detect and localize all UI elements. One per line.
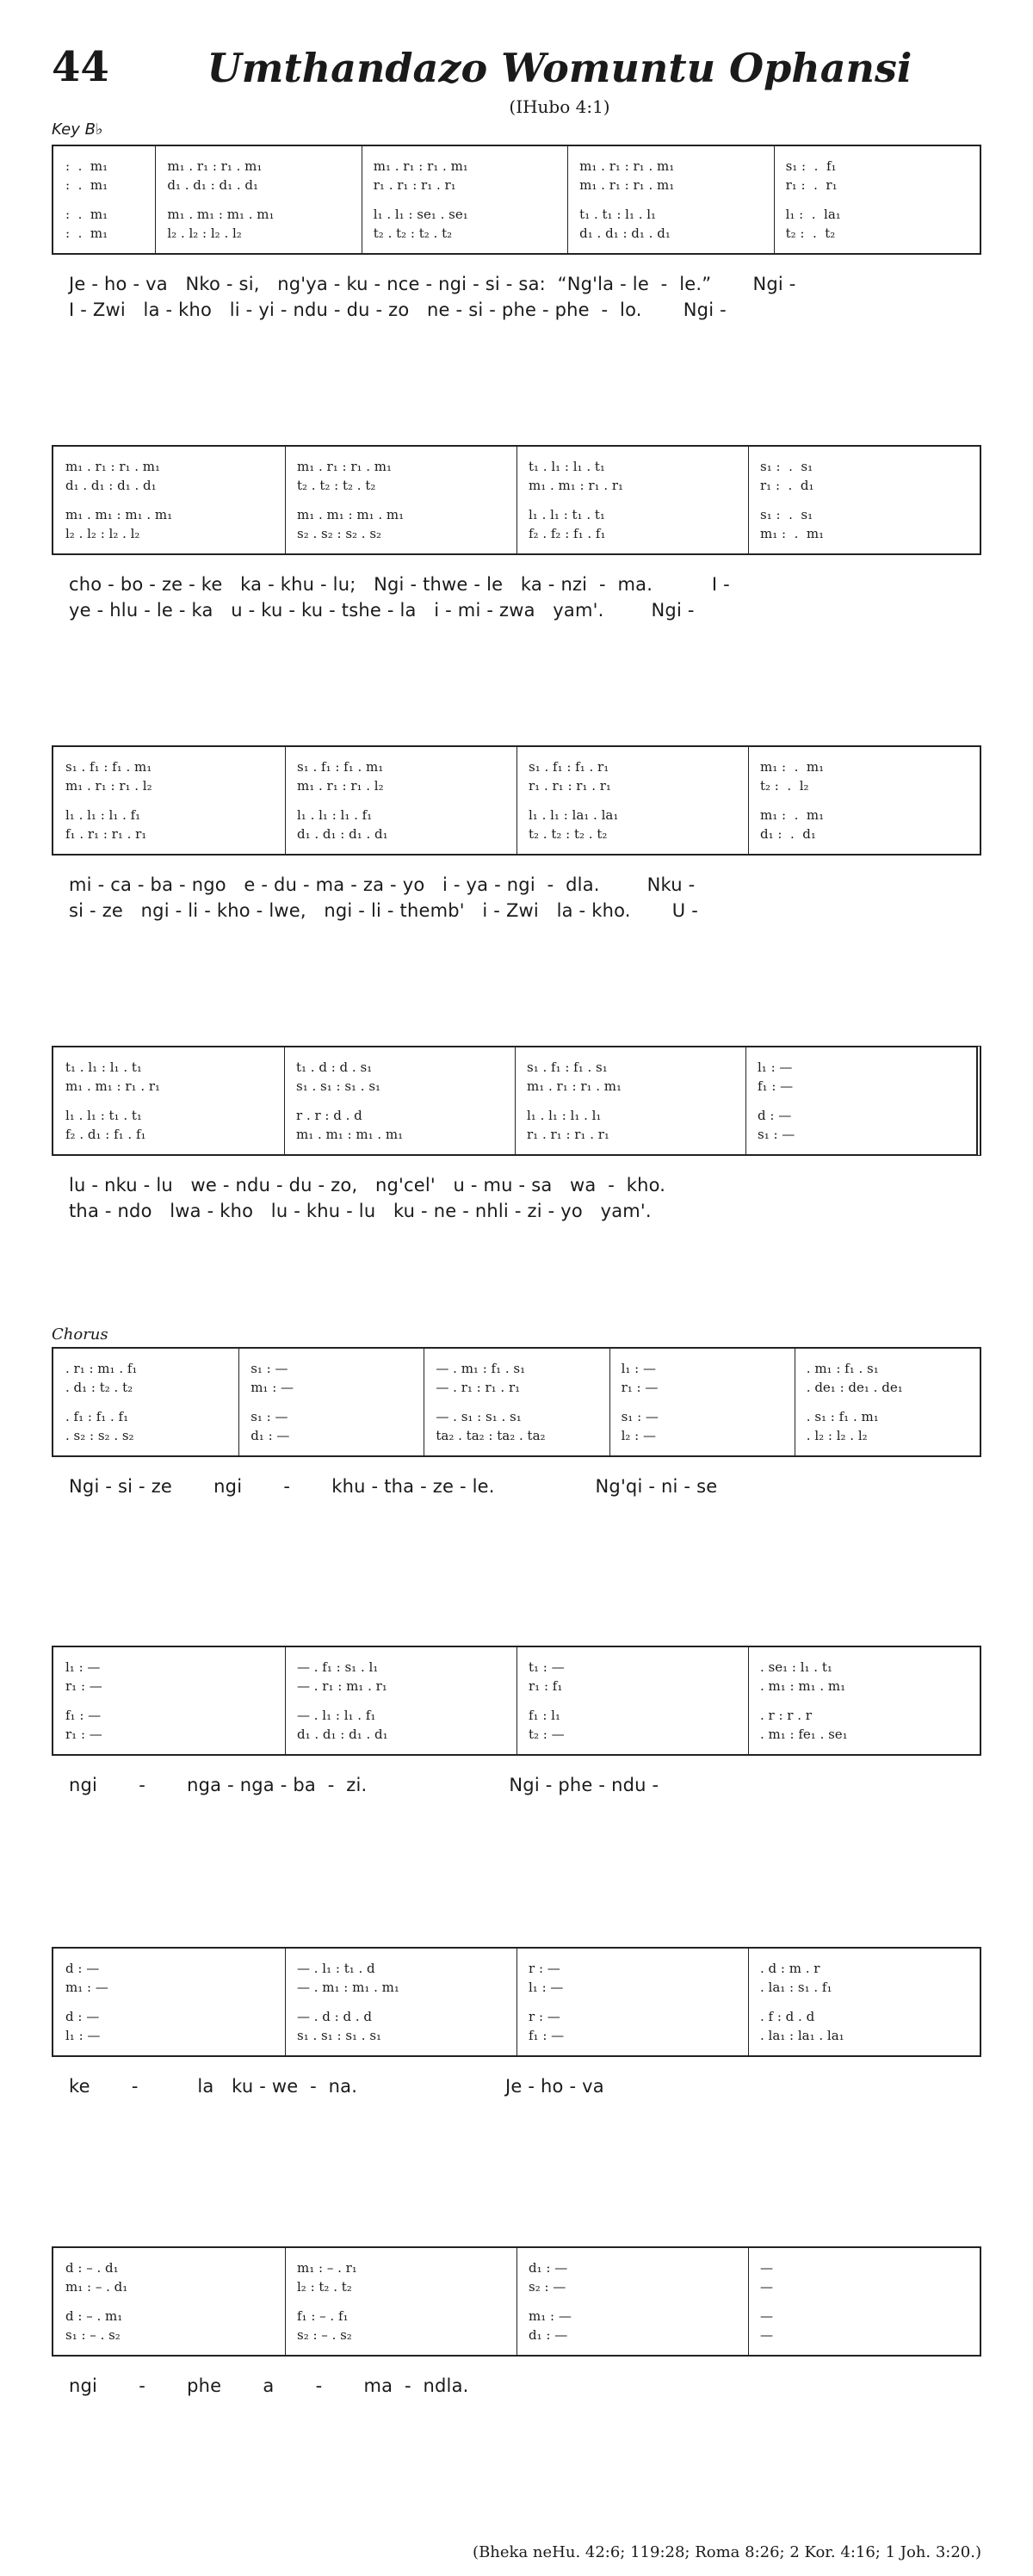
solfa-measure: . d₁ : t₂ . t₂ [65, 1380, 133, 1395]
solfa-measure: . m₁ : f₁ . s₁ [806, 1361, 879, 1376]
lyric-line: ye - hlu - le - ka u - ku - ku - tshe - la i - mi - zwa yam'. Ngi - [69, 600, 695, 621]
solfa-measure: t₁ . d : d . s₁ [296, 1059, 373, 1075]
solfa-measure: l₁ . l₁ : se₁ . se₁ [373, 207, 468, 222]
voice-part-3 [53, 207, 980, 225]
solfa-measure: d₁ . d₁ : d₁ . d₁ [297, 1727, 388, 1742]
lyric-line: ngi - nga - nga - ba - zi. Ngi - phe - ndu - [69, 1775, 659, 1795]
solfa-measure: d₁ : . d₁ [760, 826, 816, 842]
solfa-measure: s₂ : – . s₂ [297, 2327, 352, 2343]
solfa-measure: l₁ : — [758, 1059, 793, 1075]
voice-part-1 [53, 1059, 976, 1078]
solfa-measure: t₁ : — [529, 1659, 565, 1675]
solfa-measure: f₁ : l₁ [529, 1708, 560, 1723]
solfa-measure: . s₂ : s₂ . s₂ [65, 1428, 134, 1443]
voice-part-1 [53, 459, 980, 478]
solfa-measure: . m₁ : m₁ . m₁ [760, 1678, 846, 1694]
solfa-measure: . f₁ : f₁ . f₁ [65, 1409, 129, 1424]
solfa-measure: r₁ . r₁ : r₁ . r₁ [373, 177, 456, 193]
solfa-measure: l₂ : t₂ . t₂ [297, 2279, 352, 2295]
staff-system-5 [52, 1347, 981, 1457]
solfa-measure: s₁ : — [251, 1409, 288, 1424]
staff-system-3 [52, 745, 981, 856]
voice-part-3 [53, 2009, 980, 2028]
staff-system-4 [52, 1046, 981, 1156]
solfa-measure: d : – . d₁ [65, 2260, 119, 2276]
solfa-measure: r : — [529, 2009, 560, 2024]
solfa-measure: : . m₁ [65, 225, 108, 241]
solfa-measure: s₁ : – . s₂ [65, 2327, 121, 2343]
solfa-measure: f₁ : — [758, 1078, 794, 1094]
solfa-measure: . la₁ : s₁ . f₁ [760, 1980, 832, 1995]
solfa-measure: m₁ : . m₁ [760, 807, 825, 823]
solfa-measure: m₁ : — [65, 1980, 108, 1995]
solfa-measure: — . s₁ : s₁ . s₁ [436, 1409, 522, 1424]
solfa-measure: d : — [65, 2009, 100, 2024]
solfa-measure: f₁ : — [65, 1708, 102, 1723]
voice-part-2 [53, 1078, 976, 1097]
solfa-measure: l₁ . l₁ : l₁ . l₁ [527, 1108, 602, 1123]
solfa-measure: l₁ . l₁ : t₁ . t₁ [65, 1108, 142, 1123]
solfa-measure: — . r₁ : m₁ . r₁ [297, 1678, 387, 1694]
solfa-measure: m₁ . r₁ : r₁ . m₁ [65, 459, 161, 474]
solfa-measure: l₁ : — [529, 1980, 564, 1995]
voice-part-2 [53, 778, 980, 797]
solfa-measure: f₁ : – . f₁ [297, 2308, 349, 2324]
solfa-measure: l₁ : . la₁ [785, 207, 841, 222]
voice-part-4 [53, 526, 980, 545]
solfa-measure: r . r : d . d [296, 1108, 362, 1123]
solfa-measure: s₁ . f₁ : f₁ . m₁ [297, 759, 384, 775]
solfa-measure: l₁ . l₁ : l₁ . f₁ [65, 807, 141, 823]
voice-part-2 [53, 1678, 980, 1697]
solfa-measure: m₁ . m₁ : r₁ . r₁ [65, 1078, 161, 1094]
solfa-measure: s₁ : . s₁ [760, 459, 813, 474]
solfa-measure: m₁ . r₁ : r₁ . l₂ [297, 778, 384, 794]
solfa-measure: l₁ : — [65, 1659, 101, 1675]
solfa-measure: t₁ . t₁ : l₁ . l₁ [579, 207, 657, 222]
solfa-measure: d₁ : — [529, 2260, 568, 2276]
solfa-measure: r₁ : . r₁ [785, 177, 838, 193]
solfa-measure: t₂ : . l₂ [760, 778, 809, 794]
solfa-measure: t₂ : . t₂ [785, 225, 836, 241]
solfa-measure: d₁ : — [529, 2327, 568, 2343]
lyric-line: tha - ndo lwa - kho lu - khu - lu ku - ne - nhli - zi - yo yam'. [69, 1201, 652, 1221]
solfa-measure: . m₁ : fe₁ . se₁ [760, 1727, 848, 1742]
voice-part-2 [53, 177, 980, 196]
solfa-measure: : . m₁ [65, 177, 108, 193]
solfa-measure: — [760, 2308, 773, 2324]
solfa-measure: — [760, 2327, 773, 2343]
solfa-measure: — . l₁ : l₁ . f₁ [297, 1708, 376, 1723]
solfa-measure: s₁ : — [621, 1409, 659, 1424]
solfa-measure: m₁ . r₁ : r₁ . m₁ [297, 459, 393, 474]
solfa-measure: f₁ . r₁ : r₁ . r₁ [65, 826, 147, 842]
solfa-measure: l₂ . l₂ : l₂ . l₂ [65, 526, 140, 541]
solfa-measure: — . d : d . d [297, 2009, 373, 2024]
solfa-measure: l₂ : — [621, 1428, 656, 1443]
solfa-measure: s₁ : . s₁ [760, 507, 813, 522]
solfa-measure: m₁ : – . d₁ [65, 2279, 128, 2295]
key-signature: Key B♭ [52, 120, 103, 139]
solfa-measure: s₂ : — [529, 2279, 566, 2295]
hymn-number: 44 [52, 43, 109, 91]
voice-part-4 [53, 1727, 980, 1745]
solfa-measure: m₁ : . m₁ [760, 759, 825, 775]
solfa-measure: m₁ : — [251, 1380, 294, 1395]
solfa-measure: d : — [758, 1108, 792, 1123]
staff-system-2 [52, 445, 981, 555]
solfa-measure: . de₁ : de₁ . de₁ [806, 1380, 903, 1395]
voice-part-1 [53, 1361, 980, 1380]
solfa-measure: l₂ . l₂ : l₂ . l₂ [167, 225, 242, 241]
solfa-measure: . l₂ : l₂ . l₂ [806, 1428, 868, 1443]
solfa-measure: d₁ : — [251, 1428, 290, 1443]
solfa-measure: s₁ . f₁ : f₁ . r₁ [529, 759, 609, 775]
solfa-measure: — . f₁ : s₁ . l₁ [297, 1659, 379, 1675]
voice-part-4 [53, 225, 980, 244]
voice-part-3 [53, 2308, 980, 2327]
voice-part-3 [53, 1409, 980, 1428]
solfa-measure: r₁ . r₁ : r₁ . r₁ [529, 778, 611, 794]
solfa-measure: m₁ . r₁ : r₁ . m₁ [373, 158, 468, 174]
solfa-measure: t₁ . l₁ : l₁ . t₁ [65, 1059, 142, 1075]
solfa-measure: s₁ : — [758, 1127, 795, 1142]
voice-part-4 [53, 1428, 980, 1447]
lyric-line: si - ze ngi - li - kho - lwe, ngi - li - themb' i - Zwi la - kho. U - [69, 900, 698, 921]
solfa-measure: s₁ : — [251, 1361, 288, 1376]
solfa-measure: — [760, 2279, 773, 2295]
voice-part-2 [53, 1980, 980, 1998]
solfa-measure: t₂ . t₂ : t₂ . t₂ [529, 826, 608, 842]
solfa-measure: t₂ . t₂ : t₂ . t₂ [373, 225, 453, 241]
voice-part-3 [53, 1708, 980, 1727]
solfa-measure: t₂ : — [529, 1727, 565, 1742]
lyric-line: ke - la ku - we - na. Je - ho - va [69, 2076, 604, 2097]
solfa-measure: — . l₁ : t₁ . d [297, 1961, 375, 1976]
voice-part-2 [53, 478, 980, 497]
solfa-measure: m₁ . m₁ : m₁ . m₁ [65, 507, 173, 522]
lyric-line: Je - ho - va Nko - si, ng'ya - ku - nce - ngi - si - sa: “Ng'la - le - le.” Ngi - [69, 274, 796, 294]
solfa-measure: s₁ : . f₁ [785, 158, 837, 174]
solfa-measure: f₂ . f₂ : f₁ . f₁ [529, 526, 606, 541]
solfa-measure: d₁ . d₁ : d₁ . d₁ [297, 826, 388, 842]
lyric-line: I - Zwi la - kho li - yi - ndu - du - zo ne - si - phe - phe - lo. Ngi - [69, 300, 727, 320]
voice-part-3 [53, 807, 980, 826]
solfa-measure: d : — [65, 1961, 100, 1976]
solfa-measure: — [760, 2260, 773, 2276]
solfa-measure: r₁ : . d₁ [760, 478, 814, 493]
solfa-measure: r₁ . r₁ : r₁ . r₁ [527, 1127, 609, 1142]
solfa-measure: r₁ : — [65, 1727, 102, 1742]
solfa-measure: . s₁ : f₁ . m₁ [806, 1409, 879, 1424]
solfa-measure: r : — [529, 1961, 560, 1976]
solfa-measure: s₂ . s₂ : s₂ . s₂ [297, 526, 382, 541]
lyric-line: cho - bo - ze - ke ka - khu - lu; Ngi - thwe - le ka - nzi - ma. I - [69, 574, 730, 595]
voice-part-3 [53, 1108, 976, 1127]
solfa-measure: d : – . m₁ [65, 2308, 123, 2324]
voice-part-1 [53, 1961, 980, 1980]
solfa-measure: r₁ : — [621, 1380, 659, 1395]
solfa-measure: m₁ : — [529, 2308, 572, 2324]
lyric-line: mi - ca - ba - ngo e - du - ma - za - yo i - ya - ngi - dla. Nku - [69, 874, 696, 895]
solfa-measure: : . m₁ [65, 158, 108, 174]
solfa-measure: . la₁ : la₁ . la₁ [760, 2028, 844, 2043]
solfa-measure: m₁ . m₁ : m₁ . m₁ [167, 207, 275, 222]
solfa-measure: m₁ . r₁ : r₁ . l₂ [65, 778, 152, 794]
solfa-measure: r₁ : — [65, 1678, 102, 1694]
solfa-measure: l₁ . l₁ : l₁ . f₁ [297, 807, 373, 823]
solfa-measure: m₁ : – . r₁ [297, 2260, 357, 2276]
lyric-line: ngi - phe a - ma - ndla. [69, 2375, 469, 2396]
solfa-measure: m₁ : . m₁ [760, 526, 825, 541]
solfa-measure: l₁ . l₁ : la₁ . la₁ [529, 807, 619, 823]
solfa-measure: . se₁ : l₁ . t₁ [760, 1659, 832, 1675]
solfa-measure: d₁ . d₁ : d₁ . d₁ [167, 177, 259, 193]
solfa-measure: m₁ . m₁ : r₁ . r₁ [529, 478, 624, 493]
solfa-measure: — . m₁ : m₁ . m₁ [297, 1980, 399, 1995]
solfa-measure: r₁ : f₁ [529, 1678, 563, 1694]
solfa-measure: . r : r . r [760, 1708, 812, 1723]
voice-part-4 [53, 2028, 980, 2047]
voice-part-1 [53, 2260, 980, 2279]
solfa-measure: — . r₁ : r₁ . r₁ [436, 1380, 521, 1395]
solfa-measure: s₁ . f₁ : f₁ . s₁ [527, 1059, 608, 1075]
solfa-measure: s₁ . s₁ : s₁ . s₁ [297, 2028, 382, 2043]
voice-part-2 [53, 2279, 980, 2298]
voice-part-2 [53, 1380, 980, 1399]
solfa-measure: ta₂ . ta₂ : ta₂ . ta₂ [436, 1428, 546, 1443]
solfa-measure: f₂ . d₁ : f₁ . f₁ [65, 1127, 146, 1142]
solfa-measure: l₁ : — [621, 1361, 656, 1376]
solfa-measure: s₁ . f₁ : f₁ . m₁ [65, 759, 152, 775]
solfa-measure: m₁ . m₁ : m₁ . m₁ [296, 1127, 404, 1142]
solfa-measure: m₁ . r₁ : r₁ . m₁ [167, 158, 263, 174]
solfa-measure: t₁ . l₁ : l₁ . t₁ [529, 459, 605, 474]
scripture-references: (Bheka neHu. 42:6; 119:28; Roma 8:26; 2 Kor. 4:16; 1 Joh. 3:20.) [473, 2543, 981, 2561]
hymn-title: Umthandazo Womuntu Ophansi [207, 45, 912, 91]
lyric-line: Ngi - si - ze ngi - khu - tha - ze - le. Ng'qi - ni - se [69, 1476, 718, 1497]
voice-part-4 [53, 2327, 980, 2346]
hymn-subtitle: (IHubo 4:1) [509, 96, 610, 117]
lyric-line: lu - nku - lu we - ndu - du - zo, ng'cel' u - mu - sa wa - kho. [69, 1175, 666, 1195]
solfa-measure: m₁ . r₁ : r₁ . m₁ [527, 1078, 622, 1094]
staff-system-6 [52, 1646, 981, 1756]
solfa-measure: d₁ . d₁ : d₁ . d₁ [65, 478, 157, 493]
solfa-measure: — . m₁ : f₁ . s₁ [436, 1361, 526, 1376]
voice-part-1 [53, 158, 980, 177]
solfa-measure: l₁ . l₁ : t₁ . t₁ [529, 507, 605, 522]
staff-system-1 [52, 145, 981, 255]
solfa-measure: s₁ . s₁ : s₁ . s₁ [296, 1078, 381, 1094]
solfa-measure: . d : m . r [760, 1961, 820, 1976]
solfa-measure: . r₁ : m₁ . f₁ [65, 1361, 138, 1376]
solfa-measure: m₁ . m₁ : m₁ . m₁ [297, 507, 405, 522]
solfa-measure: d₁ . d₁ : d₁ . d₁ [579, 225, 671, 241]
chorus-label: Chorus [52, 1325, 108, 1344]
solfa-measure: : . m₁ [65, 207, 108, 222]
solfa-measure: . f : d . d [760, 2009, 815, 2024]
solfa-measure: t₂ . t₂ : t₂ . t₂ [297, 478, 376, 493]
solfa-measure: f₁ : — [529, 2028, 565, 2043]
voice-part-4 [53, 1127, 976, 1146]
voice-part-1 [53, 1659, 980, 1678]
solfa-measure: l₁ : — [65, 2028, 101, 2043]
voice-part-4 [53, 826, 980, 845]
staff-system-7 [52, 1947, 981, 2057]
staff-system-8 [52, 2246, 981, 2357]
solfa-measure: m₁ . r₁ : r₁ . m₁ [579, 158, 675, 174]
voice-part-1 [53, 759, 980, 778]
solfa-measure: m₁ . r₁ : r₁ . m₁ [579, 177, 675, 193]
voice-part-3 [53, 507, 980, 526]
